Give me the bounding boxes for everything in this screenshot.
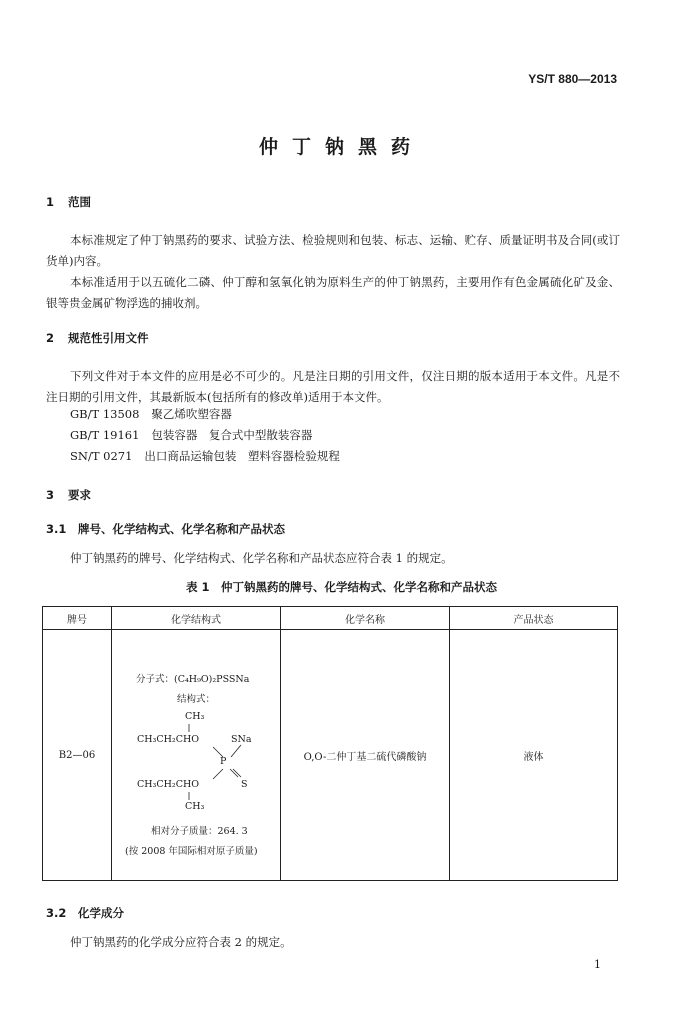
section-number: 2 (46, 331, 55, 345)
alkoxy-chain-top: CH₃CH₂CHO (137, 734, 200, 745)
section-number: 3 (46, 488, 55, 502)
product-state-cell: 液体 (450, 630, 618, 881)
bond-lines (113, 635, 279, 875)
reference-code: SN/T 0271 (70, 449, 133, 463)
molar-mass-note: (按 2008 年国际相对原子质量) (125, 846, 258, 857)
table-header-cell: 化学结构式 (112, 607, 281, 630)
section-3-2-heading (46, 905, 124, 921)
page-number: 1 (594, 958, 601, 971)
sulfur-atom: S (241, 779, 248, 790)
reference-code: GB/T 19161 (70, 428, 140, 442)
section-number: 3.2 (46, 906, 67, 920)
phosphorus-atom: P (220, 756, 227, 767)
section-1-paragraph-2: 本标准适用于以五硫化二磷、仲丁醇和氢氧化钠为原料生产的仲丁钠黑药，主要用作有色金属硫化矿及金、银等贵金属矿物浮选的捕收剂。 (46, 275, 620, 310)
structure-cell (112, 630, 281, 881)
reference-code: GB/T 13508 (70, 407, 140, 421)
table-header-cell: 产品状态 (450, 607, 618, 630)
alkoxy-chain-bottom: CH₃CH₂CHO (137, 779, 200, 790)
reference-item (70, 448, 352, 464)
structure-label: 结构式： (177, 694, 216, 705)
section-3-2-paragraph: 仲丁钠黑药的化学成分应符合表 2 的规定。 (70, 935, 292, 949)
section-1-heading (46, 194, 91, 210)
methyl-bottom: CH₃ (185, 801, 205, 812)
table-row (43, 630, 618, 881)
section-3-1-paragraph: 仲丁钠黑药的牌号、化学结构式、化学名称和产品状态应符合表 1 的规定。 (70, 551, 453, 565)
document-title: 仲丁钠黑药 (258, 136, 424, 158)
section-title: 范围 (68, 195, 91, 209)
section-title: 化学成分 (78, 906, 124, 920)
table-1-caption: 表 1 仲丁钠黑药的牌号、化学结构式、化学名称和产品状态 (185, 580, 497, 594)
reference-item (70, 427, 324, 443)
reference-name: 包装容器 复合式中型散装容器 (151, 428, 313, 442)
section-1-paragraph-1: 本标准规定了仲丁钠黑药的要求、试验方法、检验规则和包装、标志、运输、贮存、质量证明书及合同(或订货单)内容。 (46, 233, 620, 268)
table-header-cell: 化学名称 (281, 607, 450, 630)
section-number: 3.1 (46, 522, 67, 536)
grade-cell: B2—06 (43, 630, 112, 881)
standard-code: YS/T 880—2013 (528, 72, 617, 86)
chemical-name-cell: O,O-二仲丁基二硫代磷酸钠 (281, 630, 450, 881)
table-header-cell: 牌号 (43, 607, 112, 630)
section-2-heading (46, 330, 149, 346)
molecular-formula: 分子式：(C₄H₉O)₂PSSNa (136, 674, 250, 685)
section-3-heading (46, 487, 91, 503)
reference-name: 出口商品运输包装 塑料容器检验规程 (144, 449, 340, 463)
chemical-structure (113, 635, 279, 875)
reference-name: 聚乙烯吹塑容器 (151, 407, 232, 421)
table-1 (42, 606, 618, 881)
section-title: 牌号、化学结构式、化学名称和产品状态 (78, 522, 285, 536)
methyl-top: CH₃ (185, 711, 205, 722)
section-2-paragraph: 下列文件对于本文件的应用是必不可少的。凡是注日期的引用文件，仅注日期的版本适用于本文件。凡是不注日期的引用文件，其最新版本(包括所有的修改单)适用于本文件。 (46, 369, 620, 404)
section-title: 规范性引用文件 (68, 331, 149, 345)
section-3-1-heading (46, 521, 285, 537)
reference-item (70, 406, 244, 422)
molar-mass: 相对分子质量：264. 3 (151, 826, 248, 837)
bond-line (213, 769, 223, 779)
section-number: 1 (46, 195, 55, 209)
table-header-row (43, 607, 618, 630)
sodium-thiolate: SNa (231, 734, 252, 745)
bond-line (231, 745, 241, 757)
section-title: 要求 (68, 488, 91, 502)
